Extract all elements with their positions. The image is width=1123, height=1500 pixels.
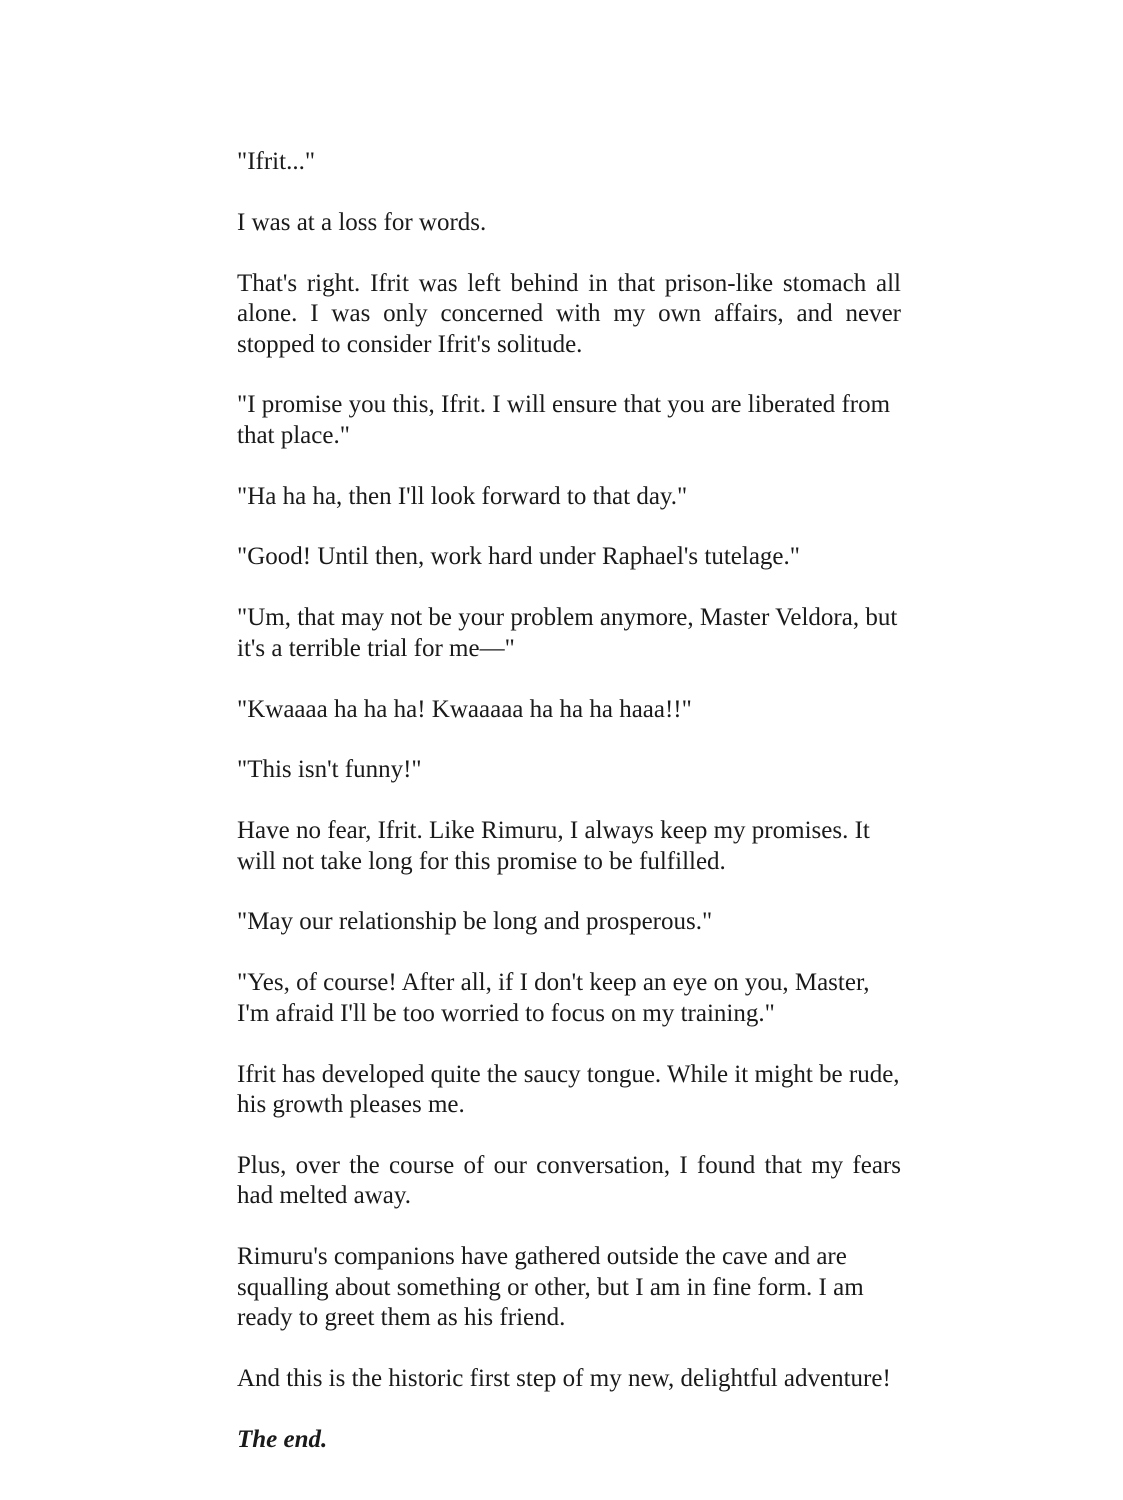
paragraph-9: "This isn't funny!" xyxy=(237,756,422,784)
paragraph-1: "Ifrit..." xyxy=(237,148,316,175)
paragraph-13: Ifrit has developed quite the saucy tongue. While it might be rude, his growth pleases me. xyxy=(237,1060,900,1119)
paragraph-11: "May our relationship be long and prosperous." xyxy=(237,908,713,936)
paragraph-5: "Ha ha ha, then I'll look forward to that day." xyxy=(237,482,688,510)
the-end-label: The end. xyxy=(237,1425,328,1453)
paragraph-6: "Good! Until then, work hard under Raphael's tutelage." xyxy=(237,543,800,571)
paragraph-14: Plus, over the course of our conversation, I found that my fears had melted away. xyxy=(237,1151,901,1210)
paragraph-12: "Yes, of course! After all, if I don't keep an eye on you, Master, I'm afraid I'll be too worried to focus on my training." xyxy=(237,969,870,1027)
paragraph-8: "Kwaaaa ha ha ha! Kwaaaaa ha ha ha haaa!!" xyxy=(237,695,692,723)
paragraph-10: Have no fear, Ifrit. Like Rimuru, I always keep my promises. It will not take long for this promise to be fulfilled. xyxy=(237,817,870,875)
paragraph-4: "I promise you this, Ifrit. I will ensure that you are liberated from that place." xyxy=(237,391,891,449)
page-body xyxy=(237,147,901,1455)
paragraph-3: That's right. Ifrit was left behind in that prison-like stomach all alone. I was only concerned with my own affairs, and never stopped to consider Ifrit's solitude. xyxy=(237,269,901,358)
paragraph-15: Rimuru's companions have gathered outside the cave and are squalling about something or other, but I am in fine form. I am ready to greet them as his friend. xyxy=(237,1243,864,1332)
paragraph-2: I was at a loss for words. xyxy=(237,208,487,236)
paragraph-7: "Um, that may not be your problem anymore, Master Veldora, but it's a terrible trial for me—" xyxy=(237,604,898,662)
paragraph-16: And this is the historic first step of my new, delightful adventure! xyxy=(237,1364,891,1392)
